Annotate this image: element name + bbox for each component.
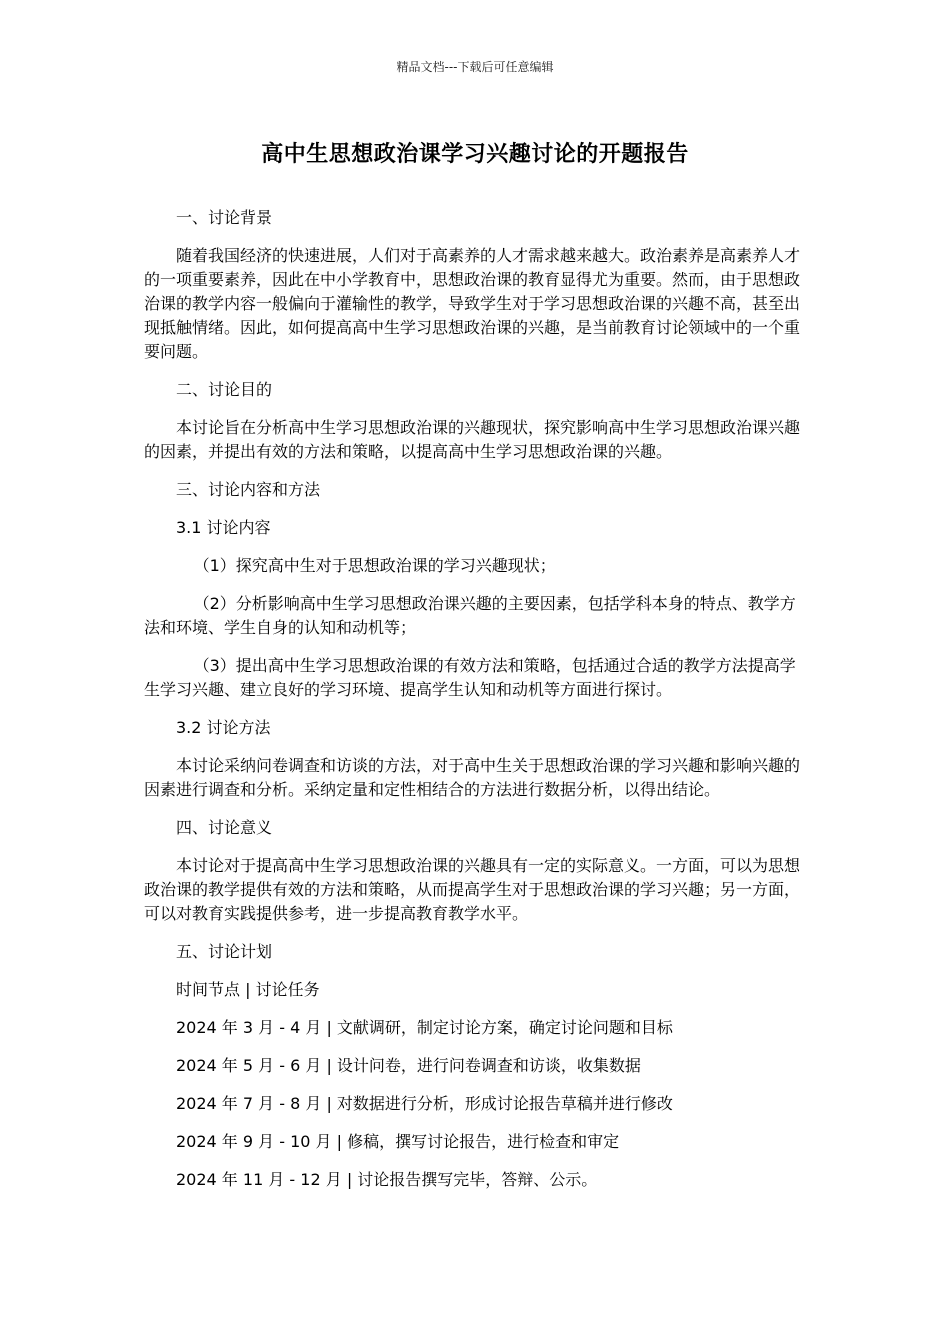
section-heading-content-methods: 三、讨论内容和方法 xyxy=(176,480,321,499)
plan-row: 2024 年 5 月 - 6 月 | 设计问卷，进行问卷调查和访谈，收集数据 xyxy=(176,1056,641,1075)
section-heading-purpose: 二、讨论目的 xyxy=(176,380,273,399)
plan-row: 2024 年 9 月 - 10 月 | 修稿，撰写讨论报告，进行检查和审定 xyxy=(176,1132,620,1151)
paragraph-methods: 本讨论采纳问卷调查和访谈的方法，对于高中生关于思想政治课的学习兴趣和影响兴趣的因素进行调查和分析。采纳定量和定性相结合的方法进行数据分析，以得出结论。 xyxy=(144,756,801,799)
plan-header-row: 时间节点 | 讨论任务 xyxy=(176,980,320,999)
section-heading-significance: 四、讨论意义 xyxy=(176,818,273,837)
paragraph-significance: 本讨论对于提高高中生学习思想政治课的兴趣具有一定的实际意义。一方面，可以为思想政治课的教学提供有效的方法和策略，从而提高学生对于思想政治课的学习兴趣；另一方面，可以对教育实践提供参考，进一步提高教育教学水平。 xyxy=(144,856,801,923)
paragraph-purpose: 本讨论旨在分析高中生学习思想政治课的兴趣现状，探究影响高中生学习思想政治课兴趣的因素，并提出有效的方法和策略，以提高高中生学习思想政治课的兴趣。 xyxy=(144,418,801,461)
plan-row: 2024 年 3 月 - 4 月 | 文献调研，制定讨论方案，确定讨论问题和目标 xyxy=(176,1018,673,1037)
subsection-heading-content: 3.1 讨论内容 xyxy=(176,518,271,537)
plan-row: 2024 年 11 月 - 12 月 | 讨论报告撰写完毕，答辩、公示。 xyxy=(176,1170,598,1189)
content-item-3: （3）提出高中生学习思想政治课的有效方法和策略，包括通过合适的教学方法提高学生学习兴趣、建立良好的学习环境、提高学生认知和动机等方面进行探讨。 xyxy=(144,656,796,699)
subsection-heading-methods: 3.2 讨论方法 xyxy=(176,718,271,737)
paragraph-background: 随着我国经济的快速进展，人们对于高素养的人才需求越来越大。政治素养是高素养人才的一项重要素养，因此在中小学教育中，思想政治课的教育显得尤为重要。然而，由于思想政治课的教学内容一般偏向于灌输性的教学，导致学生对于学习思想政治课的兴趣不高，甚至出现抵触情绪。因此，如何提高高中生学习思想政治课的兴趣，是当前教育讨论领域中的一个重要问题。 xyxy=(144,246,801,361)
document-title: 高中生思想政治课学习兴趣讨论的开题报告 xyxy=(261,142,689,167)
content-item-1: （1）探究高中生对于思想政治课的学习兴趣现状； xyxy=(193,556,556,575)
section-heading-plan: 五、讨论计划 xyxy=(176,942,273,961)
header-note: 精品文档---下载后可任意编辑 xyxy=(396,60,554,74)
section-heading-background: 一、讨论背景 xyxy=(176,208,273,227)
plan-row: 2024 年 7 月 - 8 月 | 对数据进行分析，形成讨论报告草稿并进行修改 xyxy=(176,1094,673,1113)
document-body xyxy=(144,206,806,1206)
content-item-2: （2）分析影响高中生学习思想政治课兴趣的主要因素，包括学科本身的特点、教学方法和环境、学生自身的认知和动机等； xyxy=(144,594,796,637)
